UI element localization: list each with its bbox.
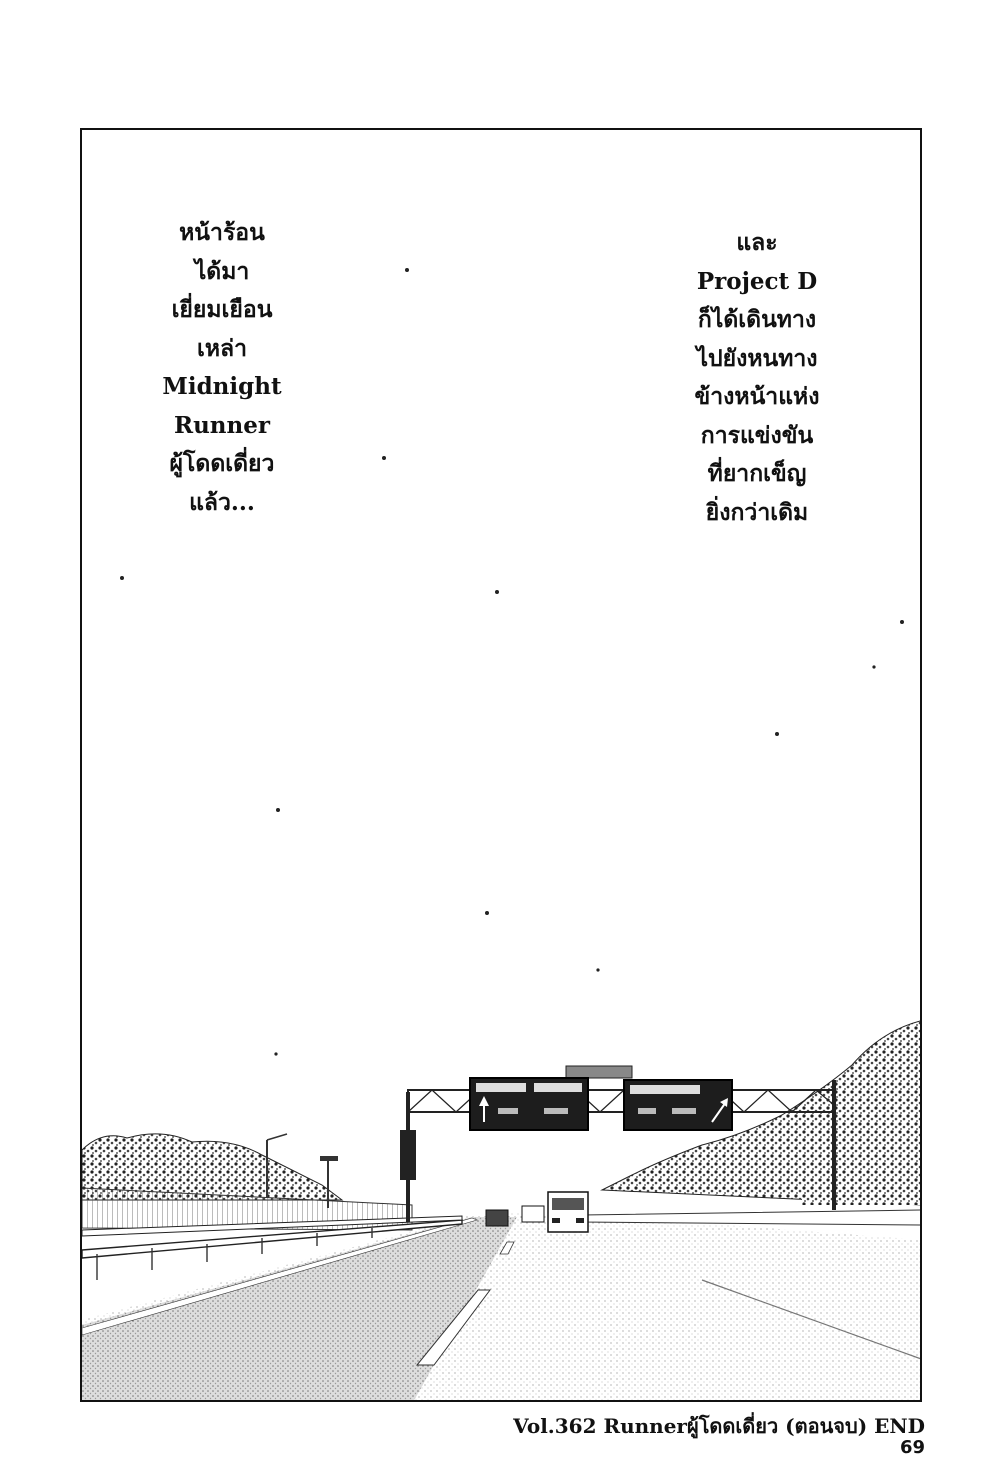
- narration-line: ข้างหน้าแห่ง: [694, 383, 820, 410]
- narration-line: และ: [736, 229, 778, 256]
- narration-line: ไปยังหนทาง: [696, 344, 818, 372]
- page-number: 69: [899, 1437, 925, 1458]
- narration-line: ที่ยากเข็ญ: [707, 460, 807, 487]
- narration-line: ก็ได้เดินทาง: [697, 306, 817, 333]
- signal-box: [400, 1130, 416, 1180]
- narration-line: แล้ว...: [189, 488, 255, 516]
- manga-panel: [80, 128, 922, 1402]
- right-guardrail: [582, 1210, 922, 1225]
- narration-line: ผู้โดดเดี่ยว: [169, 450, 275, 477]
- narration-line: หน้าร้อน: [179, 219, 265, 246]
- highway-illustration: [82, 130, 922, 1402]
- narration-line: เยี่ยมเยือน: [171, 296, 273, 323]
- chapter-caption: Vol.362 Runnerผู้โดดเดี่ยว (ตอนจบ) END: [513, 1414, 925, 1438]
- narration-line: Runner: [173, 411, 271, 439]
- narration-line: Project D: [696, 267, 818, 295]
- narration-line: Midnight: [162, 373, 282, 400]
- sky-specks: [120, 268, 904, 1056]
- narration-line: ได้มา: [194, 257, 250, 285]
- narration-line: ยิ่งกว่าเดิม: [705, 498, 809, 526]
- narration-line: การแข่งขัน: [700, 421, 814, 449]
- narration-line: เหล่า: [196, 334, 248, 362]
